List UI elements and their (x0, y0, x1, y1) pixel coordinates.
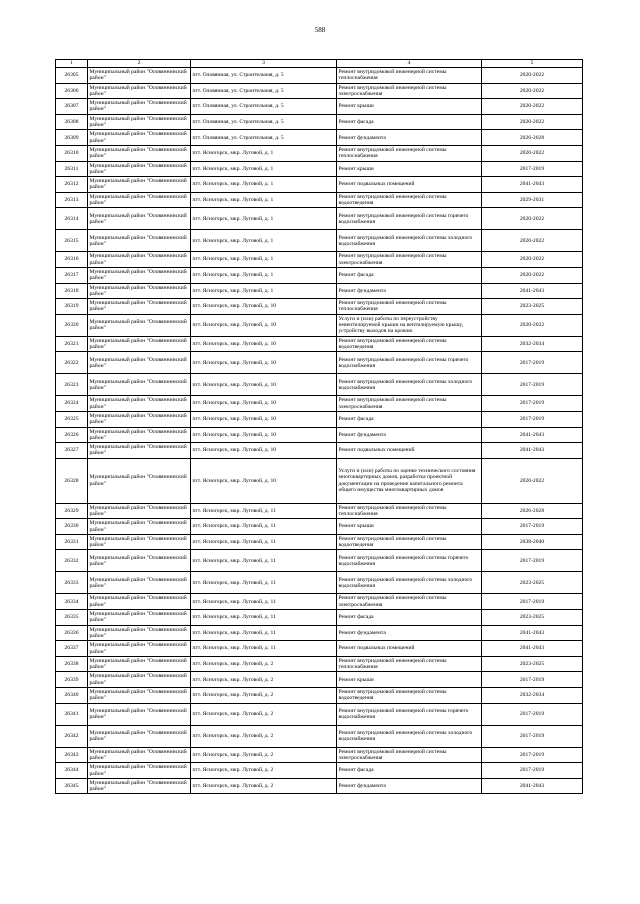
work-type-cell: Ремонт внутридомовой инженерной системы электроснабжения (337, 396, 482, 412)
municipality-cell: Муниципальный район "Оловяннинский район" (88, 594, 191, 610)
address-cell: пгт. Ясногорск, мкр. Луговой, д. 11 (191, 550, 337, 572)
address-cell: пгт. Ясногорск, мкр. Луговой, д. 10 (191, 336, 337, 352)
period-cell: 2041-2043 (482, 778, 583, 794)
table-row (56, 411, 583, 427)
work-type-cell: Услуги и (или) работы по переустройству невентилируемой крыши на вентилируемую крышу, устройству выходов на кровлю (337, 314, 482, 336)
table-row (56, 594, 583, 610)
municipality-cell: Муниципальный район "Оловяннинский район" (88, 396, 191, 412)
period-cell: 2017-2019 (482, 396, 583, 412)
table-row (56, 252, 583, 268)
work-type-cell: Ремонт внутридомовой инженерной системы горячего водоснабжения (337, 703, 482, 725)
municipality-cell: Муниципальный район "Оловяннинский район" (88, 83, 191, 99)
municipality-cell: Муниципальный район "Оловяннинский район" (88, 703, 191, 725)
address-cell: пгт. Ясногорск, мкр. Луговой, д. 2 (191, 725, 337, 747)
work-type-cell: Ремонт внутридомовой инженерной системы горячего водоснабжения (337, 208, 482, 230)
work-type-cell: Ремонт внутридомовой инженерной системы теплоснабжения (337, 68, 482, 84)
municipality-cell: Муниципальный район "Оловяннинский район" (88, 672, 191, 688)
registry-table (55, 59, 583, 794)
address-cell: пгт. Оловянная, ул. Строительная, д. 5 (191, 83, 337, 99)
address-cell: пгт. Ясногорск, мкр. Луговой, д. 1 (191, 161, 337, 177)
row-number-cell: 26308 (56, 114, 88, 130)
address-cell: пгт. Ясногорск, мкр. Луговой, д. 2 (191, 778, 337, 794)
address-cell: пгт. Ясногорск, мкр. Луговой, д. 10 (191, 443, 337, 459)
table-row (56, 68, 583, 84)
address-cell: пгт. Ясногорск, мкр. Луговой, д. 1 (191, 230, 337, 252)
address-cell: пгт. Ясногорск, мкр. Луговой, д. 10 (191, 458, 337, 503)
table-row (56, 99, 583, 115)
work-type-cell: Ремонт фундамента (337, 778, 482, 794)
table-row (56, 625, 583, 641)
work-type-cell: Ремонт фундамента (337, 283, 482, 299)
work-type-cell: Ремонт внутридомовой инженерной системы холодного водоснабжения (337, 725, 482, 747)
municipality-cell: Муниципальный район "Оловяннинский район" (88, 177, 191, 193)
period-cell: 2026-2028 (482, 130, 583, 146)
address-cell: пгт. Оловянная, ул. Строительная, д. 5 (191, 68, 337, 84)
period-cell: 2029-2031 (482, 192, 583, 208)
period-cell: 2041-2043 (482, 625, 583, 641)
address-cell: пгт. Ясногорск, мкр. Луговой, д. 11 (191, 594, 337, 610)
table-row (56, 374, 583, 396)
table-row (56, 192, 583, 208)
work-type-cell: Ремонт внутридомовой инженерной системы водоотведения (337, 688, 482, 704)
municipality-cell: Муниципальный район "Оловяннинский район" (88, 443, 191, 459)
row-number-cell: 26321 (56, 336, 88, 352)
table-row (56, 427, 583, 443)
work-type-cell: Ремонт внутридомовой инженерной системы электроснабжения (337, 83, 482, 99)
period-cell: 2020-2022 (482, 68, 583, 84)
address-cell: пгт. Ясногорск, мкр. Луговой, д. 2 (191, 703, 337, 725)
row-number-cell: 26336 (56, 625, 88, 641)
address-cell: пгт. Ясногорск, мкр. Луговой, д. 10 (191, 299, 337, 315)
row-number-cell: 26320 (56, 314, 88, 336)
period-cell: 2032-2034 (482, 688, 583, 704)
municipality-cell: Муниципальный район "Оловяннинский район" (88, 352, 191, 374)
municipality-cell: Муниципальный район "Оловяннинский район" (88, 550, 191, 572)
address-cell: пгт. Ясногорск, мкр. Луговой, д. 11 (191, 534, 337, 550)
work-type-cell: Ремонт внутридомовой инженерной системы холодного водоснабжения (337, 572, 482, 594)
period-cell: 2017-2019 (482, 374, 583, 396)
address-cell: пгт. Ясногорск, мкр. Луговой, д. 1 (191, 283, 337, 299)
row-number-cell: 26313 (56, 192, 88, 208)
table-row (56, 352, 583, 374)
row-number-cell: 26322 (56, 352, 88, 374)
municipality-cell: Муниципальный район "Оловяннинский район" (88, 252, 191, 268)
work-type-cell: Ремонт внутридомовой инженерной системы холодного водоснабжения (337, 230, 482, 252)
row-number-cell: 26312 (56, 177, 88, 193)
period-cell: 2017-2019 (482, 672, 583, 688)
work-type-cell: Ремонт внутридомовой инженерной системы теплоснабжения (337, 299, 482, 315)
address-cell: пгт. Ясногорск, мкр. Луговой, д. 10 (191, 396, 337, 412)
address-cell: пгт. Ясногорск, мкр. Луговой, д. 11 (191, 610, 337, 626)
column-header: 2 (88, 60, 191, 68)
municipality-cell: Муниципальный район "Оловяннинский район" (88, 688, 191, 704)
table-row (56, 703, 583, 725)
page-number: 588 (314, 26, 326, 34)
municipality-cell: Муниципальный район "Оловяннинский район" (88, 778, 191, 794)
period-cell: 2020-2022 (482, 458, 583, 503)
municipality-cell: Муниципальный район "Оловяннинский район" (88, 411, 191, 427)
row-number-cell: 26343 (56, 747, 88, 763)
period-cell: 2017-2019 (482, 594, 583, 610)
municipality-cell: Муниципальный район "Оловяннинский район" (88, 336, 191, 352)
address-cell: пгт. Ясногорск, мкр. Луговой, д. 2 (191, 688, 337, 704)
address-cell: пгт. Ясногорск, мкр. Луговой, д. 2 (191, 763, 337, 779)
table-row (56, 208, 583, 230)
work-type-cell: Ремонт крыши (337, 672, 482, 688)
address-cell: пгт. Ясногорск, мкр. Луговой, д. 2 (191, 747, 337, 763)
municipality-cell: Муниципальный район "Оловяннинский район" (88, 267, 191, 283)
table-row (56, 672, 583, 688)
work-type-cell: Ремонт фасада (337, 114, 482, 130)
period-cell: 2017-2019 (482, 763, 583, 779)
period-cell: 2017-2019 (482, 519, 583, 535)
row-number-cell: 26317 (56, 267, 88, 283)
address-cell: пгт. Ясногорск, мкр. Луговой, д. 11 (191, 519, 337, 535)
period-cell: 2020-2022 (482, 145, 583, 161)
table-row (56, 725, 583, 747)
work-type-cell: Ремонт фасада (337, 610, 482, 626)
municipality-cell: Муниципальный район "Оловяннинский район" (88, 534, 191, 550)
row-number-cell: 26344 (56, 763, 88, 779)
address-cell: пгт. Ясногорск, мкр. Луговой, д. 11 (191, 572, 337, 594)
work-type-cell: Ремонт внутридомовой инженерной системы электроснабжения (337, 252, 482, 268)
row-number-cell: 26310 (56, 145, 88, 161)
period-cell: 2020-2022 (482, 252, 583, 268)
municipality-cell: Муниципальный район "Оловяннинский район" (88, 314, 191, 336)
row-number-cell: 26330 (56, 519, 88, 535)
table-row (56, 230, 583, 252)
row-number-cell: 26337 (56, 641, 88, 657)
row-number-cell: 26315 (56, 230, 88, 252)
municipality-cell: Муниципальный район "Оловяннинский район" (88, 68, 191, 84)
period-cell: 2017-2019 (482, 352, 583, 374)
work-type-cell: Ремонт крыши (337, 99, 482, 115)
table-row (56, 519, 583, 535)
table-row (56, 747, 583, 763)
row-number-cell: 26305 (56, 68, 88, 84)
address-cell: пгт. Ясногорск, мкр. Луговой, д. 11 (191, 641, 337, 657)
period-cell: 2041-2043 (482, 427, 583, 443)
period-cell: 2020-2022 (482, 99, 583, 115)
table-row (56, 177, 583, 193)
address-cell: пгт. Ясногорск, мкр. Луговой, д. 10 (191, 352, 337, 374)
row-number-cell: 26329 (56, 503, 88, 519)
work-type-cell: Ремонт внутридомовой инженерной системы горячего водоснабжения (337, 352, 482, 374)
table-row (56, 656, 583, 672)
table-row (56, 267, 583, 283)
municipality-cell: Муниципальный район "Оловяннинский район" (88, 99, 191, 115)
row-number-cell: 26339 (56, 672, 88, 688)
period-cell: 2023-2025 (482, 572, 583, 594)
column-header: 1 (56, 60, 88, 68)
address-cell: пгт. Ясногорск, мкр. Луговой, д. 1 (191, 267, 337, 283)
row-number-cell: 26316 (56, 252, 88, 268)
period-cell: 2017-2019 (482, 725, 583, 747)
period-cell: 2041-2043 (482, 283, 583, 299)
row-number-cell: 26327 (56, 443, 88, 459)
municipality-cell: Муниципальный район "Оловяннинский район" (88, 374, 191, 396)
work-type-cell: Ремонт фундамента (337, 625, 482, 641)
municipality-cell: Муниципальный район "Оловяннинский район" (88, 572, 191, 594)
address-cell: пгт. Ясногорск, мкр. Луговой, д. 11 (191, 625, 337, 641)
work-type-cell: Ремонт фасада (337, 267, 482, 283)
municipality-cell: Муниципальный район "Оловяннинский район" (88, 763, 191, 779)
table-row (56, 130, 583, 146)
municipality-cell: Муниципальный район "Оловяннинский район" (88, 747, 191, 763)
address-cell: пгт. Ясногорск, мкр. Луговой, д. 10 (191, 411, 337, 427)
work-type-cell: Ремонт подвальных помещений (337, 443, 482, 459)
row-number-cell: 26309 (56, 130, 88, 146)
table-row (56, 396, 583, 412)
work-type-cell: Ремонт внутридомовой инженерной системы теплоснабжения (337, 145, 482, 161)
municipality-cell: Муниципальный район "Оловяннинский район" (88, 625, 191, 641)
row-number-cell: 26324 (56, 396, 88, 412)
municipality-cell: Муниципальный район "Оловяннинский район" (88, 208, 191, 230)
work-type-cell: Ремонт фундамента (337, 130, 482, 146)
column-header: 3 (191, 60, 337, 68)
column-header: 5 (482, 60, 583, 68)
table-row (56, 688, 583, 704)
table-row (56, 161, 583, 177)
row-number-cell: 26328 (56, 458, 88, 503)
row-number-cell: 26314 (56, 208, 88, 230)
work-type-cell: Ремонт внутридомовой инженерной системы водоотведения (337, 192, 482, 208)
work-type-cell: Ремонт внутридомовой инженерной системы водоотведения (337, 534, 482, 550)
period-cell: 2017-2019 (482, 550, 583, 572)
address-cell: пгт. Ясногорск, мкр. Луговой, д. 10 (191, 314, 337, 336)
address-cell: пгт. Ясногорск, мкр. Луговой, д. 2 (191, 656, 337, 672)
table-row (56, 503, 583, 519)
table-row (56, 550, 583, 572)
period-cell: 2041-2043 (482, 641, 583, 657)
work-type-cell: Ремонт внутридомовой инженерной системы водоотведения (337, 336, 482, 352)
address-cell: пгт. Ясногорск, мкр. Луговой, д. 1 (191, 192, 337, 208)
row-number-cell: 26345 (56, 778, 88, 794)
table-row (56, 610, 583, 626)
municipality-cell: Муниципальный район "Оловяннинский район" (88, 725, 191, 747)
row-number-cell: 26318 (56, 283, 88, 299)
row-number-cell: 26333 (56, 572, 88, 594)
municipality-cell: Муниципальный район "Оловяннинский район" (88, 458, 191, 503)
period-cell: 2020-2022 (482, 83, 583, 99)
period-cell: 2017-2019 (482, 161, 583, 177)
period-cell: 2041-2043 (482, 177, 583, 193)
table-row (56, 534, 583, 550)
municipality-cell: Муниципальный район "Оловяннинский район" (88, 503, 191, 519)
work-type-cell: Ремонт внутридомовой инженерной системы теплоснабжения (337, 656, 482, 672)
address-cell: пгт. Оловянная, ул. Строительная, д. 5 (191, 99, 337, 115)
row-number-cell: 26342 (56, 725, 88, 747)
address-cell: пгт. Ясногорск, мкр. Луговой, д. 11 (191, 503, 337, 519)
table-row (56, 443, 583, 459)
address-cell: пгт. Ясногорск, мкр. Луговой, д. 1 (191, 252, 337, 268)
work-type-cell: Услуги и (или) работы по оценке технического состояния многоквартирных домов, разработка проектной документации на проведение капитального ремонта общего имущества многоквартирных домов (337, 458, 482, 503)
row-number-cell: 26326 (56, 427, 88, 443)
period-cell: 2020-2022 (482, 314, 583, 336)
work-type-cell: Ремонт внутридомовой инженерной системы горячего водоснабжения (337, 550, 482, 572)
period-cell: 2020-2022 (482, 267, 583, 283)
work-type-cell: Ремонт фундамента (337, 427, 482, 443)
column-header: 4 (337, 60, 482, 68)
period-cell: 2020-2022 (482, 230, 583, 252)
table-row (56, 336, 583, 352)
municipality-cell: Муниципальный район "Оловяннинский район" (88, 427, 191, 443)
municipality-cell: Муниципальный район "Оловяннинский район" (88, 519, 191, 535)
row-number-cell: 26331 (56, 534, 88, 550)
work-type-cell: Ремонт фасада (337, 411, 482, 427)
table-row (56, 145, 583, 161)
work-type-cell: Ремонт внутридомовой инженерной системы электроснабжения (337, 594, 482, 610)
municipality-cell: Муниципальный район "Оловяннинский район" (88, 283, 191, 299)
period-cell: 2017-2019 (482, 411, 583, 427)
row-number-cell: 26340 (56, 688, 88, 704)
work-type-cell: Ремонт крыши (337, 161, 482, 177)
municipality-cell: Муниципальный район "Оловяннинский район" (88, 299, 191, 315)
table-row (56, 763, 583, 779)
period-cell: 2023-2025 (482, 610, 583, 626)
municipality-cell: Муниципальный район "Оловяннинский район" (88, 145, 191, 161)
row-number-cell: 26338 (56, 656, 88, 672)
column-number-row (56, 60, 583, 68)
municipality-cell: Муниципальный район "Оловяннинский район" (88, 130, 191, 146)
period-cell: 2020-2022 (482, 208, 583, 230)
municipality-cell: Муниципальный район "Оловяннинский район" (88, 230, 191, 252)
table-row (56, 572, 583, 594)
table-row (56, 641, 583, 657)
municipality-cell: Муниципальный район "Оловяннинский район" (88, 161, 191, 177)
row-number-cell: 26332 (56, 550, 88, 572)
table-row (56, 778, 583, 794)
table-row (56, 458, 583, 503)
municipality-cell: Муниципальный район "Оловяннинский район" (88, 641, 191, 657)
work-type-cell: Ремонт внутридомовой инженерной системы холодного водоснабжения (337, 374, 482, 396)
work-type-cell: Ремонт внутридомовой инженерной системы теплоснабжения (337, 503, 482, 519)
table-row (56, 83, 583, 99)
row-number-cell: 26323 (56, 374, 88, 396)
period-cell: 2038-2040 (482, 534, 583, 550)
row-number-cell: 26306 (56, 83, 88, 99)
address-cell: пгт. Ясногорск, мкр. Луговой, д. 1 (191, 145, 337, 161)
period-cell: 2017-2019 (482, 703, 583, 725)
period-cell: 2026-2028 (482, 503, 583, 519)
table-row (56, 299, 583, 315)
municipality-cell: Муниципальный район "Оловяннинский район" (88, 656, 191, 672)
address-cell: пгт. Ясногорск, мкр. Луговой, д. 10 (191, 427, 337, 443)
period-cell: 2020-2022 (482, 114, 583, 130)
address-cell: пгт. Оловянная, ул. Строительная, д. 5 (191, 114, 337, 130)
period-cell: 2023-2025 (482, 656, 583, 672)
table-row (56, 283, 583, 299)
row-number-cell: 26341 (56, 703, 88, 725)
period-cell: 2023-2025 (482, 299, 583, 315)
address-cell: пгт. Ясногорск, мкр. Луговой, д. 10 (191, 374, 337, 396)
municipality-cell: Муниципальный район "Оловяннинский район" (88, 192, 191, 208)
address-cell: пгт. Ясногорск, мкр. Луговой, д. 2 (191, 672, 337, 688)
row-number-cell: 26319 (56, 299, 88, 315)
period-cell: 2032-2034 (482, 336, 583, 352)
row-number-cell: 26311 (56, 161, 88, 177)
registry-table-body (56, 60, 583, 794)
row-number-cell: 26307 (56, 99, 88, 115)
work-type-cell: Ремонт фасада (337, 763, 482, 779)
work-type-cell: Ремонт подвальных помещений (337, 641, 482, 657)
table-row (56, 114, 583, 130)
work-type-cell: Ремонт внутридомовой инженерной системы электроснабжения (337, 747, 482, 763)
table-row (56, 314, 583, 336)
municipality-cell: Муниципальный район "Оловяннинский район" (88, 610, 191, 626)
address-cell: пгт. Оловянная, ул. Строительная, д. 5 (191, 130, 337, 146)
address-cell: пгт. Ясногорск, мкр. Луговой, д. 1 (191, 208, 337, 230)
row-number-cell: 26325 (56, 411, 88, 427)
municipality-cell: Муниципальный район "Оловяннинский район" (88, 114, 191, 130)
address-cell: пгт. Ясногорск, мкр. Луговой, д. 1 (191, 177, 337, 193)
period-cell: 2041-2043 (482, 443, 583, 459)
work-type-cell: Ремонт подвальных помещений (337, 177, 482, 193)
work-type-cell: Ремонт крыши (337, 519, 482, 535)
period-cell: 2017-2019 (482, 747, 583, 763)
row-number-cell: 26335 (56, 610, 88, 626)
row-number-cell: 26334 (56, 594, 88, 610)
